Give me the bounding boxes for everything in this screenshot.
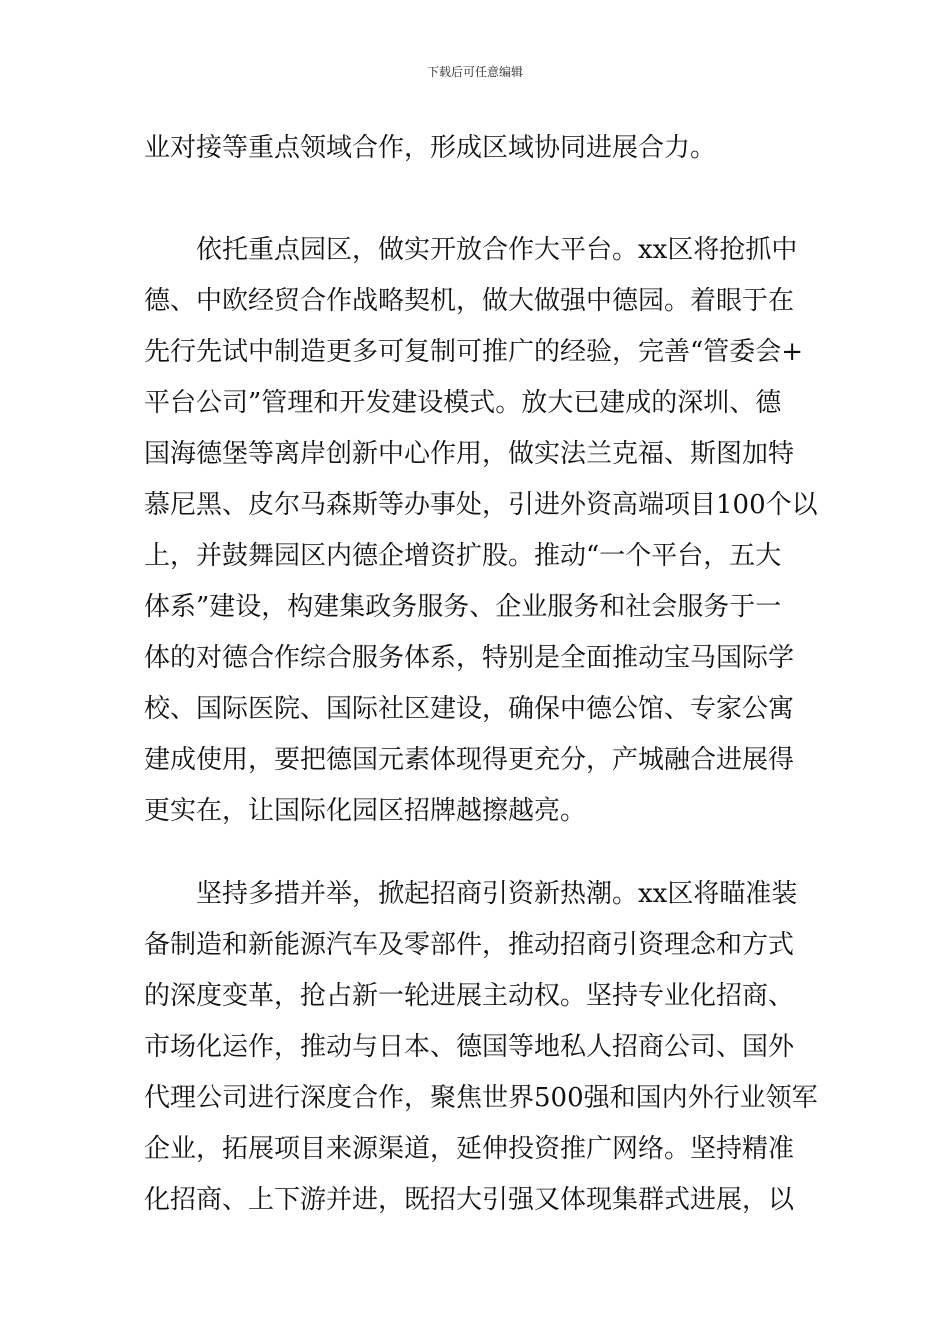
paragraph-2-line-2: 德、中欧经贸合作战略契机，做大做强中德园。着眼于在 bbox=[144, 286, 795, 316]
paragraph-3-line-2: 备制造和新能源汽车及零部件，推动招商引资理念和方式 bbox=[144, 930, 795, 960]
paragraph-3-line-6: 企业，拓展项目来源渠道，延伸投资推广网络。坚持精准 bbox=[144, 1134, 795, 1164]
paragraph-2-line-6: 慕尼黑、皮尔马森斯等办事处，引进外资高端项目100个以 bbox=[144, 490, 818, 520]
paragraph-2-line-5: 国海德堡等离岸创新中心作用，做实法兰克福、斯图加特 bbox=[144, 439, 795, 469]
paragraph-2-line-1: 依托重点园区，做实开放合作大平台。xx区将抢抓中 bbox=[196, 235, 798, 265]
paragraph-2-line-12: 更实在，让国际化园区招牌越擦越亮。 bbox=[144, 796, 587, 826]
paragraph-3-line-3: 的深度变革，抢占新一轮进展主动权。坚持专业化招商、 bbox=[144, 981, 795, 1011]
paragraph-1-line-1: 业对接等重点领域合作，形成区域协同进展合力。 bbox=[144, 133, 717, 163]
paragraph-2-line-9: 体的对德合作综合服务体系，特别是全面推动宝马国际学 bbox=[144, 643, 795, 673]
paragraph-2-line-4: 平台公司”管理和开发建设模式。放大已建成的深圳、德 bbox=[144, 388, 782, 418]
paragraph-3-line-7: 化招商、上下游并进，既招大引强又体现集群式进展，以 bbox=[144, 1185, 795, 1215]
page-header: 下载后可任意编辑 bbox=[426, 65, 523, 79]
paragraph-3-line-4: 市场化运作，推动与日本、德国等地私人招商公司、国外 bbox=[144, 1032, 795, 1062]
paragraph-2-line-7: 上，并鼓舞园区内德企增资扩股。推动“一个平台，五大 bbox=[144, 541, 782, 571]
paragraph-3-line-1: 坚持多措并举，掀起招商引资新热潮。xx区将瞄准装 bbox=[196, 879, 798, 909]
paragraph-2-line-11: 建成使用，要把德国元素体现得更充分，产城融合进展得 bbox=[144, 745, 795, 775]
paragraph-2-line-10: 校、国际医院、国际社区建设，确保中德公馆、专家公寓 bbox=[144, 694, 795, 724]
paragraph-2-line-8: 体系”建设，构建集政务服务、企业服务和社会服务于一 bbox=[144, 592, 782, 622]
paragraph-3-line-5: 代理公司进行深度合作，聚焦世界500强和国内外行业领军 bbox=[144, 1083, 818, 1113]
paragraph-2-line-3: 先行先试中制造更多可复制可推广的经验，完善“管委会+ bbox=[144, 337, 804, 367]
